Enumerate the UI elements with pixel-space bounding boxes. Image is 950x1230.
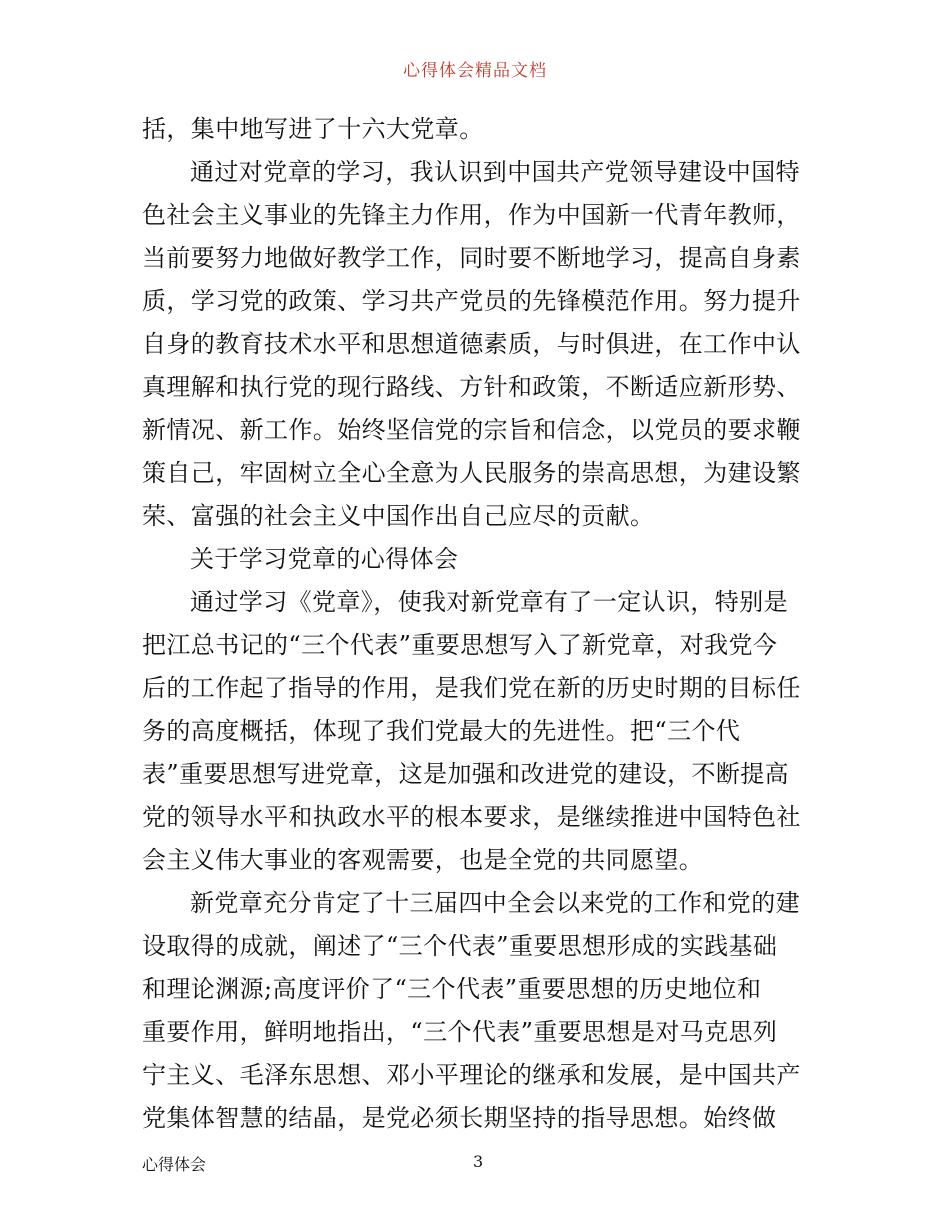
section-heading: 关于学习党章的心得体会 <box>190 545 459 573</box>
text-line: 党的领导水平和执政水平的根本要求，是继续推进中国特色社 <box>142 803 801 831</box>
text-line: 荣、富强的社会主义中国作出自己应尽的贡献。 <box>142 502 655 530</box>
text-line: 新党章充分肯定了十三届四中全会以来党的工作和党的建 <box>190 889 800 917</box>
page-number: 3 <box>473 1152 484 1171</box>
text-line: 通过对党章的学习，我认识到中国共产党领导建设中国特 <box>190 158 800 186</box>
text-line: 后的工作起了指导的作用，是我们党在新的历史时期的目标任 <box>142 674 801 702</box>
text-line: 括，集中地写进了十六大党章。 <box>142 115 484 143</box>
text-line: 真理解和执行党的现行路线、方针和政策，不断适应新形势、 <box>142 373 801 401</box>
text-line: 会主义伟大事业的客观需要，也是全党的共同愿望。 <box>142 846 704 874</box>
text-line: 质，学习党的政策、学习共产党员的先锋模范作用。努力提升 <box>142 287 801 315</box>
text-line: 色社会主义事业的先锋主力作用，作为中国新一代青年教师， <box>142 201 801 229</box>
document-body <box>142 108 814 1140</box>
text-line: 自身的教育技术水平和思想道德素质，与时俱进，在工作中认 <box>142 330 801 358</box>
footer-label: 心得体会 <box>142 1155 207 1174</box>
text-line: 党集体智慧的结晶，是党必须长期坚持的指导思想。始终做 <box>142 1104 777 1132</box>
text-line: 和理论渊源;高度评价了“三个代表”重要思想的历史地位和 <box>142 975 762 1003</box>
text-line: 重要作用，鲜明地指出，“三个代表”重要思想是对马克思列 <box>142 1018 778 1046</box>
text-line: 当前要努力地做好教学工作，同时要不断地学习，提高自身素 <box>142 244 801 272</box>
text-line: 策自己，牢固树立全心全意为人民服务的崇高思想，为建设繁 <box>142 459 801 487</box>
text-line: 新情况、新工作。始终坚信党的宗旨和信念，以党员的要求鞭 <box>142 416 801 444</box>
text-line: 把江总书记的“三个代表”重要思想写入了新党章，对我党今 <box>142 631 778 659</box>
text-line: 表”重要思想写进党章，这是加强和改进党的建设，不断提高 <box>142 760 790 788</box>
text-line: 务的高度概括，体现了我们党最大的先进性。把“三个代 <box>142 717 741 745</box>
page-header-title: 心得体会精品文档 <box>403 61 547 81</box>
text-line: 宁主义、毛泽东思想、邓小平理论的继承和发展，是中国共产 <box>142 1061 801 1089</box>
text-line: 通过学习《党章》，使我对新党章有了一定认识，特别是 <box>190 588 788 616</box>
text-line: 设取得的成就，阐述了“三个代表”重要思想形成的实践基础 <box>142 932 778 960</box>
